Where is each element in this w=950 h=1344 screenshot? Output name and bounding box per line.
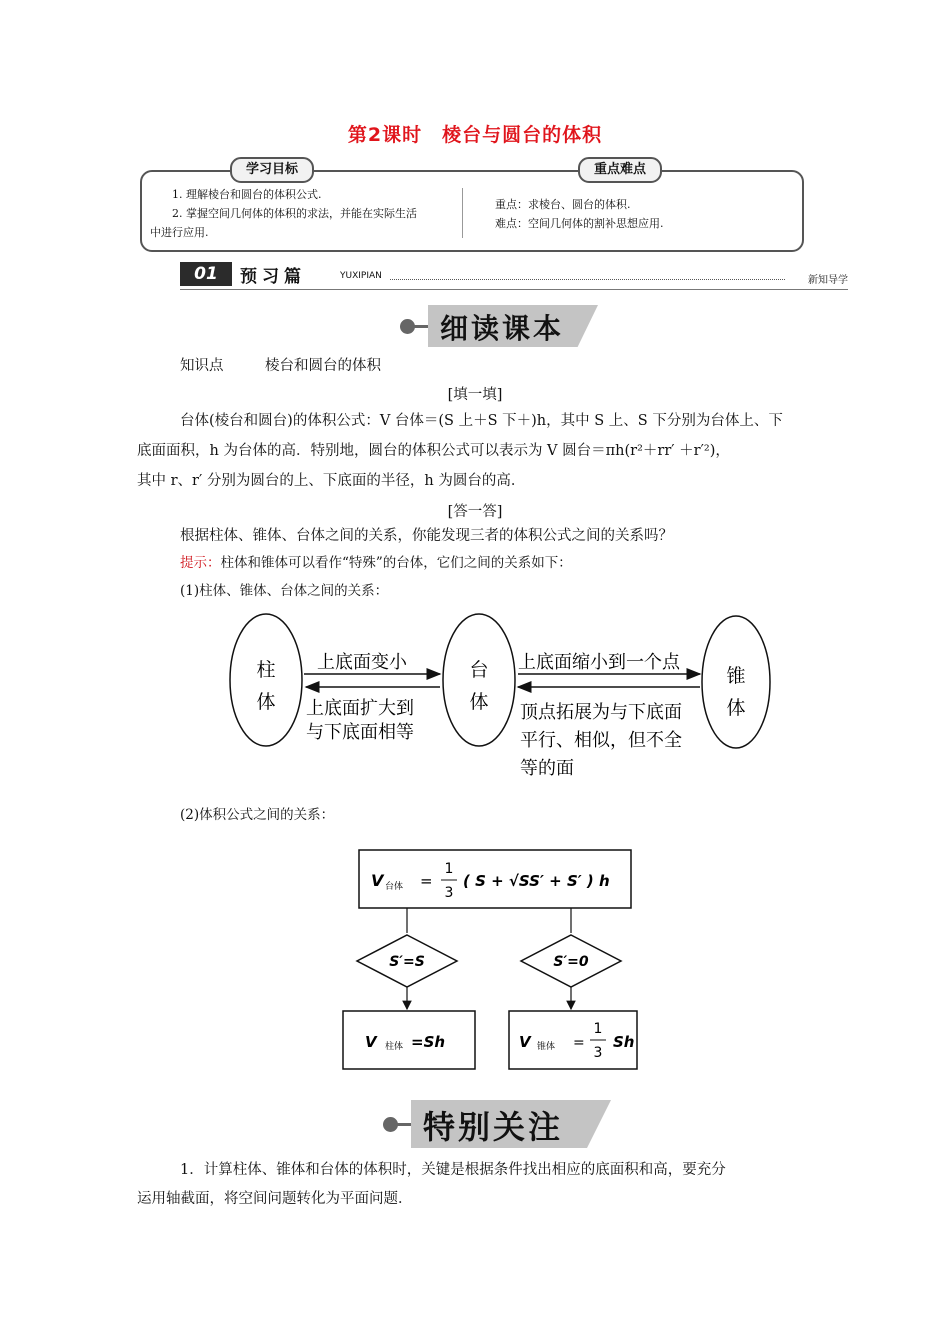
frustum-denominator: 3 <box>444 885 454 901</box>
banner-special-attention <box>383 1100 623 1148</box>
banner-dot-icon <box>383 1117 398 1132</box>
prism-sub: 柱体 <box>385 1042 404 1052</box>
relationship-diagram <box>220 612 780 792</box>
frustum-sub: 台体 <box>385 882 404 892</box>
objective-line: 1. 理解棱台和圆台的体积公式. <box>172 188 322 201</box>
pyramid-denominator: 3 <box>593 1045 603 1061</box>
answer-label: [答一答] <box>447 504 503 520</box>
banner-text: 细读课本 <box>440 312 565 345</box>
arrow2-bottom-label: 平行、相似，但不全 <box>520 730 682 751</box>
arrow2-bottom-label: 等的面 <box>520 758 574 779</box>
fill-label: [填一填] <box>447 387 503 403</box>
pyramid-v: V <box>519 1033 531 1051</box>
arrow2-bottom-label: 顶点拓展为与下底面 <box>520 702 682 723</box>
fill-line: 台体(棱台和圆台)的体积公式：V 台体＝(S 上＋S 下＋)h，其中 S 上、S 下分别为台体上、下 <box>180 413 783 429</box>
banner-dot-icon <box>400 319 415 334</box>
objective-line: 2. 掌握空间几何体的体积的求法，并能在实际生活 <box>172 207 417 220</box>
hint-label: 提示： <box>180 555 221 571</box>
prism-formula-box <box>343 1011 475 1069</box>
arrow1-top-label: 上底面变小 <box>317 652 407 673</box>
subheading-2: (2)体积公式之间的关系： <box>180 807 335 823</box>
section-header <box>180 262 848 288</box>
key-points-list <box>495 195 775 233</box>
objectives-divider <box>462 188 463 238</box>
condition-left: S′=S <box>389 954 425 970</box>
page-title: 第2课时 棱台与圆台的体积 <box>347 124 603 146</box>
objectives-tag: 学习目标 <box>230 157 314 183</box>
frustum-numerator: 1 <box>444 861 454 877</box>
note-line: 1．计算柱体、锥体和台体的体积时，关键是根据条件找出相应的底面积和高，要充分 <box>180 1162 726 1178</box>
node-frustum-label: 台 <box>469 659 489 681</box>
node-frustum-label: 体 <box>469 691 489 713</box>
frustum-eq: = <box>420 872 433 890</box>
question-text: 根据柱体、锥体、台体之间的关系，你能发现三者的体积公式之间的关系吗？ <box>180 528 673 544</box>
hint-text: 柱体和锥体可以看作“特殊”的台体，它们之间的关系如下： <box>220 555 572 571</box>
section-subtitle: 新知导学 <box>808 275 848 286</box>
arrow2-top-label: 上底面缩小到一个点 <box>518 652 680 673</box>
banner-text: 特别关注 <box>423 1108 564 1146</box>
pyramid-eq: = <box>573 1035 585 1051</box>
key-point-line: 难点：空间几何体的割补思想应用. <box>495 217 664 230</box>
frustum-v: V <box>371 871 384 890</box>
key-point-line: 重点：求棱台、圆台的体积. <box>495 198 631 211</box>
section-dotted-line <box>390 279 785 280</box>
hint-line <box>180 548 572 578</box>
formula-flowchart <box>335 845 645 1075</box>
node-pyramid-label: 体 <box>726 697 746 719</box>
section-number: 01 <box>180 262 232 286</box>
arrow1-bottom-label: 上底面扩大到 <box>306 698 414 719</box>
pyramid-rest: Sh <box>613 1033 635 1051</box>
pyramid-numerator: 1 <box>593 1021 603 1037</box>
condition-right: S′=0 <box>553 954 589 970</box>
objectives-list <box>150 185 460 242</box>
knowledge-title: 棱台和圆台的体积 <box>265 358 381 374</box>
node-prism-label: 柱 <box>256 659 276 681</box>
fill-line: 其中 r、r′ 分别为圆台的上、下底面的半径，h 为圆台的高． <box>137 473 526 489</box>
fill-line: 底面面积，h 为台体的高．特别地，圆台的体积公式可以表示为 V 圆台＝πh(r²＋rr′ ＋r′²)， <box>137 443 730 459</box>
prism-v: V <box>365 1033 377 1051</box>
pyramid-sub: 锥体 <box>537 1042 556 1052</box>
objective-line: 中进行应用. <box>150 226 209 239</box>
arrow1-bottom-label: 与下底面相等 <box>306 722 414 743</box>
section-english: YUXIPIAN <box>340 271 382 281</box>
banner-read-textbook <box>400 305 600 347</box>
knowledge-label: 知识点 <box>180 358 224 374</box>
key-points-tag: 重点难点 <box>578 157 662 183</box>
frustum-formula-rest: ( S + √SS′ + S′ ) h <box>463 872 610 890</box>
subheading-1: (1)柱体、锥体、台体之间的关系： <box>180 583 389 599</box>
node-pyramid-label: 锥 <box>726 665 746 687</box>
section-underline <box>180 289 848 290</box>
prism-rest: =Sh <box>411 1033 446 1051</box>
note-line: 运用轴截面，将空间问题转化为平面问题． <box>137 1191 413 1207</box>
node-prism-label: 体 <box>256 691 276 713</box>
section-name: 预习篇 <box>240 267 306 287</box>
